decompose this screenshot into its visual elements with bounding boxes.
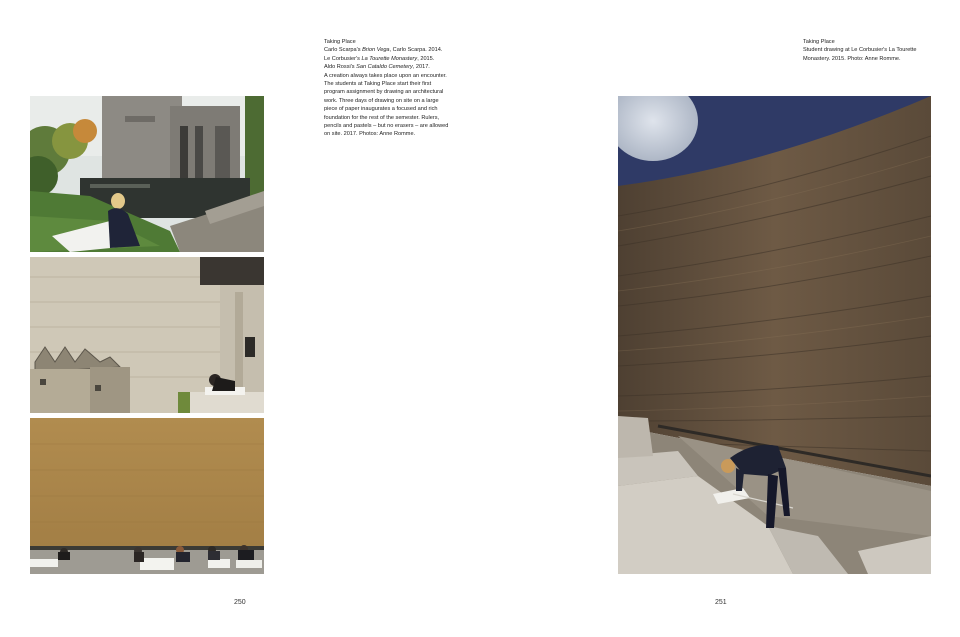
caption-body-line: foundation for the rest of the semester. Rulers, [324, 114, 440, 121]
caption-credit-line: Carlo Scarpa's Brion Vega, Carlo Scarpa. 2014. [324, 47, 443, 54]
caption-body-line: on site. 2017. Photos: Anne Romme. [324, 131, 416, 138]
page-number-right: 251 [715, 599, 727, 606]
photo-la-tourette-crypt [618, 96, 931, 574]
caption-line: Student drawing at Le Corbusier's La Tourette [803, 47, 917, 54]
right-caption [803, 38, 933, 63]
caption-body-line: work. Three days of drawing on site on a large [324, 97, 439, 104]
caption-credit-line: Le Corbusier's La Tourette Monastery, 2015. [324, 55, 435, 62]
photo-la-tourette [30, 257, 264, 413]
caption-heading: Taking Place [324, 39, 356, 45]
photo-san-cataldo [30, 418, 264, 574]
caption-line: Monastery. 2015. Photo: Anne Romme. [803, 55, 901, 62]
caption-body-line: The students at Taking Place start their first [324, 81, 432, 88]
caption-body-line: pencils and pastels – but no erasers – are allowed [324, 123, 449, 130]
right-page [480, 0, 960, 637]
caption-body-line: program assignment by drawing an architectural [324, 89, 444, 96]
caption-body-line: piece of paper inaugurates a focused and rich [324, 106, 438, 113]
page-number-left: 250 [234, 599, 246, 606]
caption-body-line: A creation always takes place upon an encounter. [324, 72, 447, 79]
caption-credit-line: Aldo Rossi's San Cataldo Cemetery, 2017. [324, 64, 430, 71]
caption-line: Taking Place [803, 39, 835, 45]
left-caption [324, 38, 454, 139]
photo-brion-vega [30, 96, 264, 252]
